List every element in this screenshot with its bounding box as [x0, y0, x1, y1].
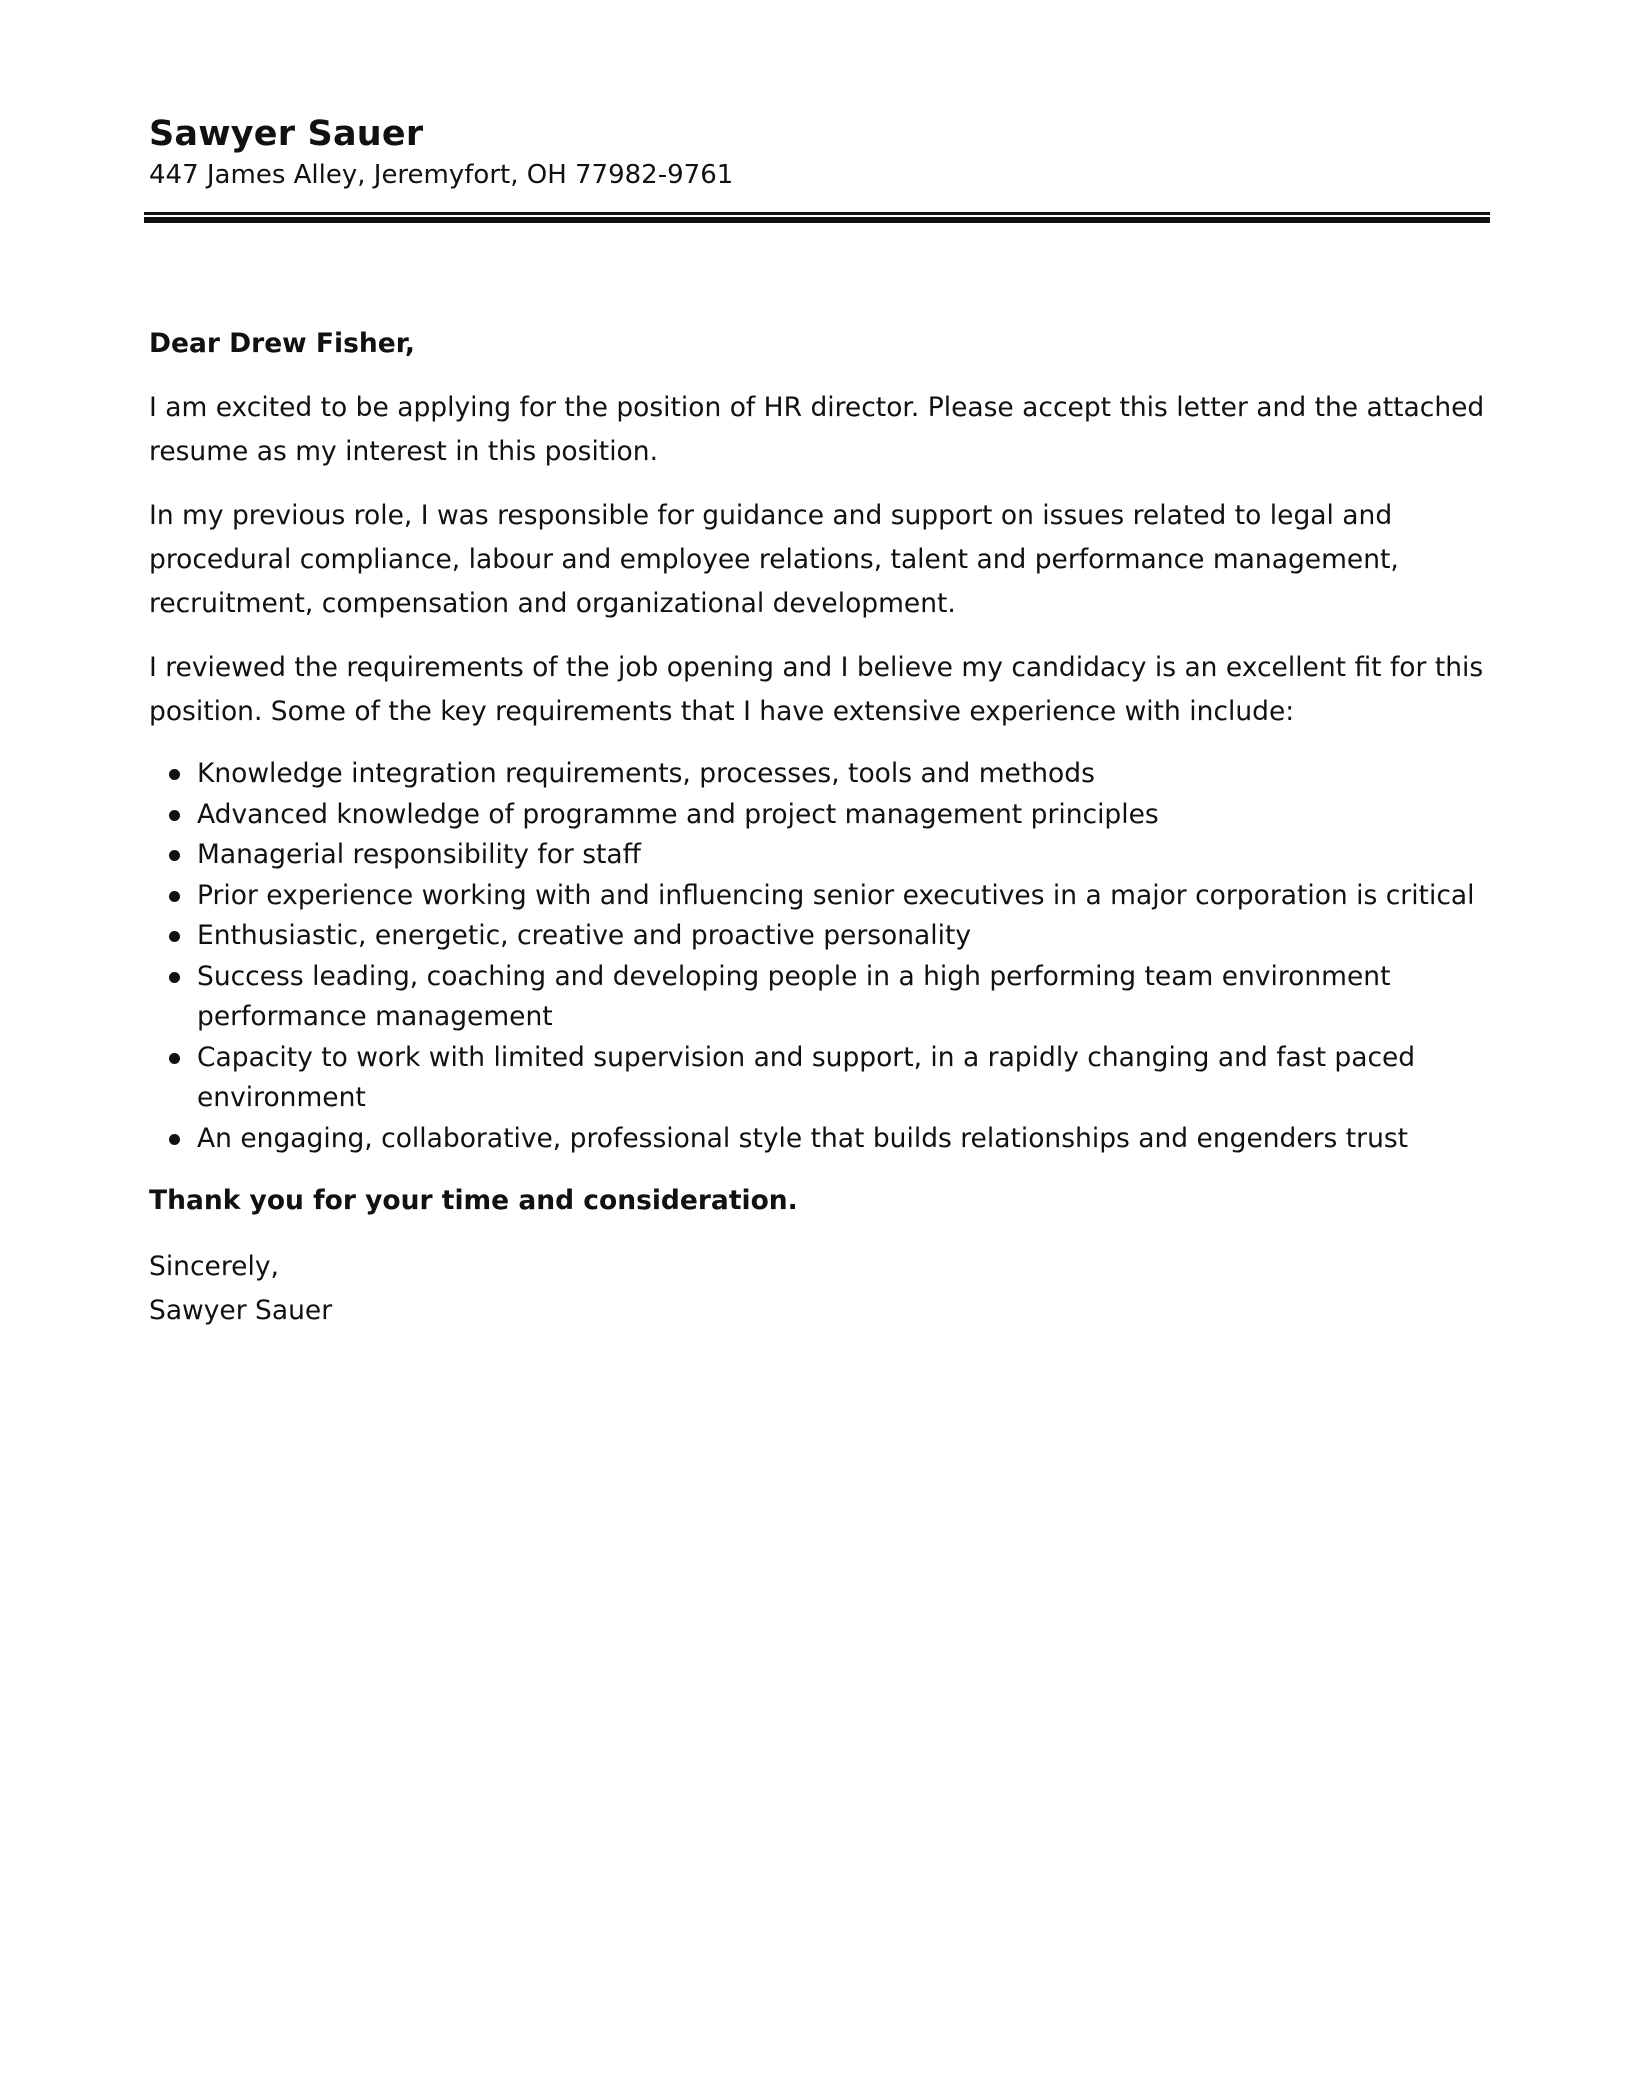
letter-header [149, 112, 1489, 194]
sender-address: 447 James Alley, Jeremyfort, OH 77982-9761 [149, 160, 734, 190]
bullet-icon [169, 1134, 180, 1145]
list-item-text: Advanced knowledge of programme and project management principles [197, 798, 1159, 830]
list-item-text: Enthusiastic, energetic, creative and proactive personality [197, 920, 972, 951]
list-item [149, 916, 1494, 957]
bullet-icon [169, 810, 180, 821]
list-item [149, 835, 1494, 876]
bullet-icon [169, 891, 180, 902]
paragraph-previous-role: In my previous role, I was responsible for guidance and support on issues related to legal and procedural compliance, labour and employee relations, talent and performance management, recruitment, compensation and organizational development. [149, 500, 1399, 619]
list-item [149, 957, 1494, 1038]
bullet-icon [169, 850, 180, 861]
list-item-text: Capacity to work with limited supervision and support, in a rapidly changing and fast paced environment [197, 1041, 1416, 1113]
list-item-text: An engaging, collaborative, professional style that builds relationships and engenders trust [197, 1122, 1409, 1154]
salutation: Dear Drew Fisher, [149, 328, 415, 359]
list-item [149, 1038, 1494, 1119]
bullet-icon [169, 1053, 180, 1064]
letter-body [149, 322, 1494, 1333]
list-item [149, 1119, 1494, 1160]
list-item-text: Prior experience working with and influencing senior executives in a major corporation is critical [197, 879, 1475, 911]
list-item-text: Success leading, coaching and developing people in a high performing team environment performance management [197, 960, 1391, 1032]
sender-name: Sawyer Sauer [149, 114, 424, 154]
paragraph-requirements-intro: I reviewed the requirements of the job opening and I believe my candidacy is an excellent fit for this position. Some of the key requirements that I have extensive experience with include: [149, 652, 1484, 727]
bullet-icon [169, 769, 180, 780]
thank-you-line: Thank you for your time and consideration. [149, 1185, 798, 1216]
signature-name: Sawyer Sauer [149, 1295, 333, 1326]
requirements-list [149, 754, 1494, 1159]
closing: Sincerely, [149, 1251, 279, 1282]
header-divider [144, 212, 1490, 222]
list-item-text: Knowledge integration requirements, processes, tools and methods [197, 758, 1095, 789]
list-item-text: Managerial responsibility for staff [197, 839, 641, 870]
list-item [149, 876, 1494, 917]
list-item [149, 754, 1494, 795]
paragraph-intro: I am excited to be applying for the position of HR director. Please accept this letter and the attached resume as my interest in this position. [149, 392, 1485, 467]
bullet-icon [169, 931, 180, 942]
list-item [149, 795, 1494, 836]
bullet-icon [169, 972, 180, 983]
